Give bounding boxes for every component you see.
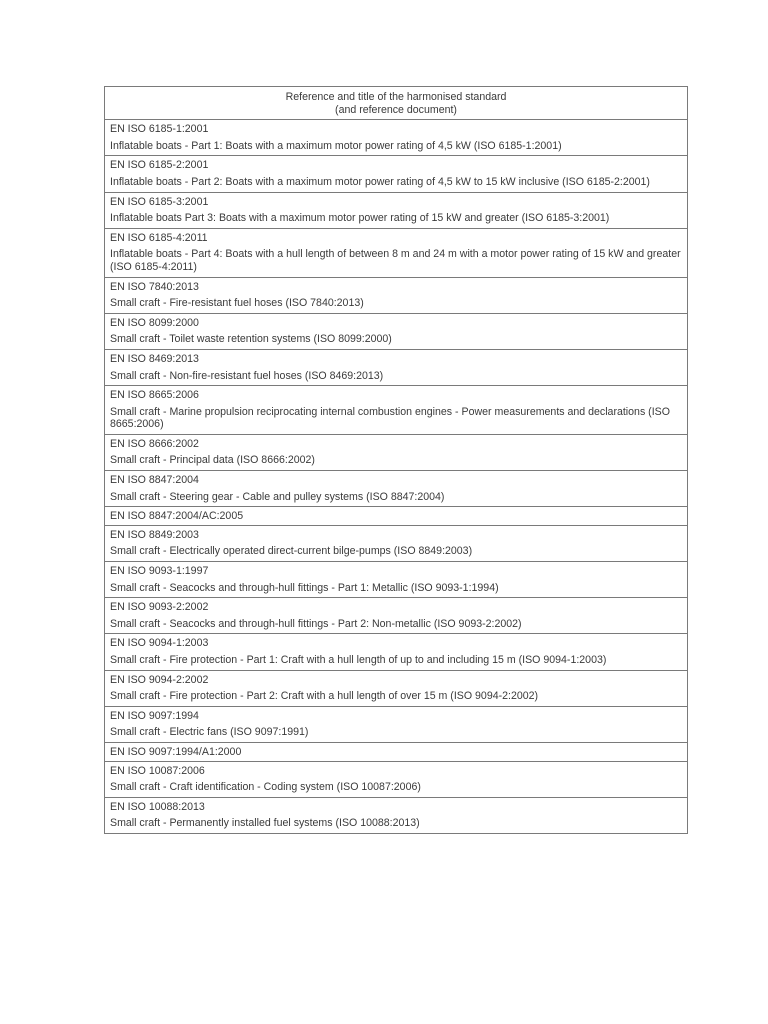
- standard-reference: EN ISO 8847:2004/AC:2005: [110, 510, 244, 523]
- standard-reference: EN ISO 6185-3:2001: [110, 195, 209, 208]
- standard-reference: EN ISO 8849:2003: [110, 528, 199, 541]
- table-row: [105, 349, 688, 385]
- standard-reference: EN ISO 8847:2004: [110, 474, 199, 487]
- table-row: [105, 277, 688, 313]
- standard-cell: [105, 706, 688, 742]
- table-row: [105, 670, 688, 706]
- standard-reference: EN ISO 9094-1:2003: [110, 637, 209, 650]
- standard-cell: [105, 562, 688, 598]
- standard-reference: EN ISO 9097:1994: [110, 709, 199, 722]
- standard-cell: [105, 228, 688, 277]
- standard-title: Small craft - Fire protection - Part 2: Craft with a hull length of over 15 m (ISO 9094-2:2002): [110, 690, 539, 703]
- table-body: [105, 120, 688, 834]
- table-row: [105, 228, 688, 277]
- standard-title: Small craft - Seacocks and through-hull fittings - Part 1: Metallic (ISO 9093-1:1994): [110, 581, 499, 594]
- standard-title: Small craft - Permanently installed fuel systems (ISO 10088:2013): [110, 817, 420, 830]
- standard-reference: EN ISO 6185-4:2011: [110, 231, 208, 244]
- table-row: [105, 742, 688, 761]
- standard-cell: [105, 120, 688, 156]
- standard-reference: EN ISO 6185-1:2001: [110, 123, 209, 136]
- table-row: [105, 598, 688, 634]
- standard-cell: [105, 192, 688, 228]
- table-row: [105, 471, 688, 507]
- standard-title: Small craft - Principal data (ISO 8666:2002): [110, 454, 315, 467]
- standard-cell: [105, 598, 688, 634]
- standard-reference: EN ISO 10087:2006: [110, 764, 205, 777]
- standards-table: [104, 86, 688, 834]
- table-row: [105, 525, 688, 561]
- standard-title: Small craft - Fire protection - Part 1: Craft with a hull length of up to and including 15 m (ISO 9094-1:2003): [110, 654, 607, 666]
- table-row: [105, 797, 688, 833]
- standard-cell: [105, 797, 688, 833]
- table-row: [105, 313, 688, 349]
- table-header-cell: [105, 87, 688, 120]
- standard-reference: EN ISO 10088:2013: [110, 800, 205, 813]
- standard-title: Small craft - Electric fans (ISO 9097:1991): [110, 726, 309, 739]
- standard-title: Small craft - Fire-resistant fuel hoses (ISO 7840:2013): [110, 297, 364, 310]
- table-row: [105, 156, 688, 192]
- standard-title: Small craft - Seacocks and through-hull fittings - Part 2: Non-metallic (ISO 9093-2:2002): [110, 617, 522, 630]
- table-row: [105, 562, 688, 598]
- standard-reference: EN ISO 9097:1994/A1:2000: [110, 745, 242, 758]
- standard-reference: EN ISO 9093-1:1997: [110, 565, 209, 578]
- standard-cell: [105, 434, 688, 470]
- standard-cell: [105, 742, 688, 761]
- standard-cell: [105, 349, 688, 385]
- table-row: [105, 634, 688, 670]
- standard-cell: [105, 471, 688, 507]
- standard-cell: [105, 507, 688, 526]
- standard-title: Small craft - Non-fire-resistant fuel hoses (ISO 8469:2013): [110, 369, 384, 382]
- standard-reference: EN ISO 8666:2002: [110, 437, 199, 450]
- standard-title: Inflatable boats - Part 1: Boats with a maximum motor power rating of 4,5 kW (ISO 6185-1:2001): [110, 139, 562, 152]
- table-row: [105, 386, 688, 435]
- standard-cell: [105, 525, 688, 561]
- standard-cell: [105, 670, 688, 706]
- table-row: [105, 192, 688, 228]
- header-title: Reference and title of the harmonised standard: [285, 91, 507, 103]
- standard-reference: EN ISO 9094-2:2002: [110, 673, 209, 686]
- standard-title: Small craft - Toilet waste retention systems (ISO 8099:2000): [110, 333, 392, 346]
- standard-cell: [105, 386, 688, 435]
- standard-cell: [105, 156, 688, 192]
- standard-cell: [105, 313, 688, 349]
- standard-reference: EN ISO 8665:2006: [110, 389, 199, 402]
- standard-reference: EN ISO 8099:2000: [110, 316, 199, 329]
- standard-cell: [105, 634, 688, 670]
- table-row: [105, 120, 688, 156]
- standard-reference: EN ISO 7840:2013: [110, 280, 199, 293]
- standard-title: Small craft - Marine propulsion reciprocating internal combustion engines - Power measurements and declarations (ISO 8665:2006): [110, 405, 670, 431]
- standard-title: Inflatable boats - Part 4: Boats with a hull length of between 8 m and 24 m with a motor power rating of 15 kW and greater (ISO 6185-4:2011): [110, 248, 681, 273]
- standard-title: Inflatable boats Part 3: Boats with a maximum motor power rating of 15 kW and greater (ISO 6185-3:2001): [110, 212, 610, 225]
- standard-title: Inflatable boats - Part 2: Boats with a maximum motor power rating of 4,5 kW to 15 kW inclusive (ISO 6185-2:2001): [110, 175, 650, 188]
- table-row: [105, 761, 688, 797]
- table-row: [105, 434, 688, 470]
- header-subtitle: (and reference document): [335, 103, 457, 116]
- standard-reference: EN ISO 8469:2013: [110, 352, 199, 365]
- standard-reference: EN ISO 9093-2:2002: [110, 601, 209, 614]
- table-header-row: [105, 87, 688, 120]
- standard-reference: EN ISO 6185-2:2001: [110, 159, 209, 172]
- table-row: [105, 706, 688, 742]
- standard-title: Small craft - Craft identification - Coding system (ISO 10087:2006): [110, 781, 421, 794]
- standard-title: Small craft - Electrically operated direct-current bilge-pumps (ISO 8849:2003): [110, 545, 473, 558]
- table-row: [105, 507, 688, 526]
- standard-cell: [105, 761, 688, 797]
- standard-title: Small craft - Steering gear - Cable and pulley systems (ISO 8847:2004): [110, 490, 445, 503]
- standard-cell: [105, 277, 688, 313]
